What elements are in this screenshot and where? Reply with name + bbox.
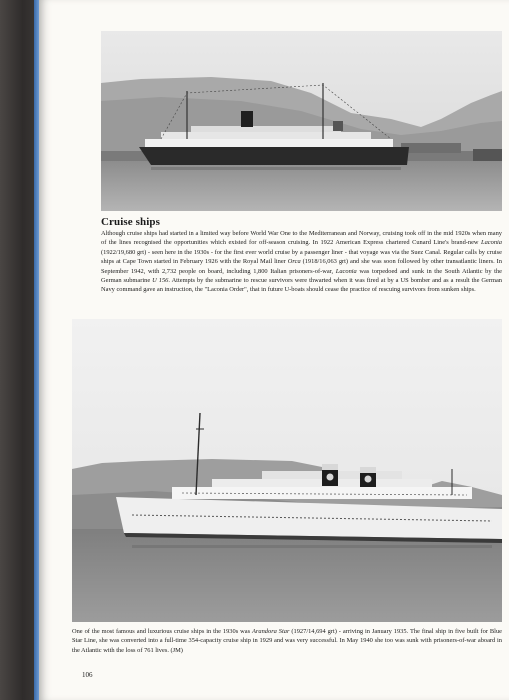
- body-run: Laconia: [335, 267, 357, 275]
- body-run: Orca: [287, 258, 301, 266]
- caption-run: (1927/14,694 grt) - arriving in January 1935. The final ship in five built for Blue Star Line, she was converted into a full-time 354-capacity cruise ship in 1929 and was very successful. In May 1940 she too was sunk with prisoners-of-war aboard in the Atlantic with the loss of 761 lives. (JM): [72, 628, 502, 654]
- caption-run: One of the most famous and luxurious cruise ships in the 1930s was: [72, 628, 253, 635]
- photo-arandora-star-image: [72, 319, 502, 622]
- body-run: Laconia: [481, 239, 502, 247]
- body-run: (1918/16,063 grt) and she was soon followed by other transatlantic liners. In September 1942, with 2,732 people on board, including 1,800 Italian prisoners-of-war,: [101, 258, 502, 275]
- photo-arandora-star: [72, 319, 502, 622]
- section-heading: Cruise ships: [101, 216, 160, 228]
- body-run: was torpedoed and sunk in the South Atlantic by the German submarine: [101, 267, 502, 285]
- book-binding: [0, 0, 38, 700]
- body-run: . Attempts by the submarine to rescue survivors were thwarted when it was fired at by a US bomber and as a result the German Navy command gave an instruction, the "Laconia Order", that in future U-boats should cease the practice of rescuing survivors from sunken ships.: [101, 277, 502, 294]
- section-body-text: [101, 229, 502, 295]
- photo-laconia-image: [101, 31, 502, 211]
- photo-caption: [72, 627, 502, 655]
- photo-laconia: [101, 31, 502, 211]
- body-run: (1922/19,680 grt) - seen here in the 1930s - for the first ever world cruise by a passenger liner - that voyage was via the Suez Canal. Regular calls by cruise ships at Cape Town started in February 1926 with the Royal Mail liner: [101, 248, 502, 266]
- caption-run: Arandora Star: [252, 628, 290, 635]
- page-number: 106: [82, 671, 93, 679]
- body-run: U 156: [152, 277, 169, 285]
- body-run: Although cruise ships had started in a limited way before World War One to the Mediterranean and Norway, cruising took off in the mid 1920s when many of the lines recognised the opportunities which existed for off-season cruising. In 1922 American Express chartered Cunard Line's brand-new: [101, 230, 502, 247]
